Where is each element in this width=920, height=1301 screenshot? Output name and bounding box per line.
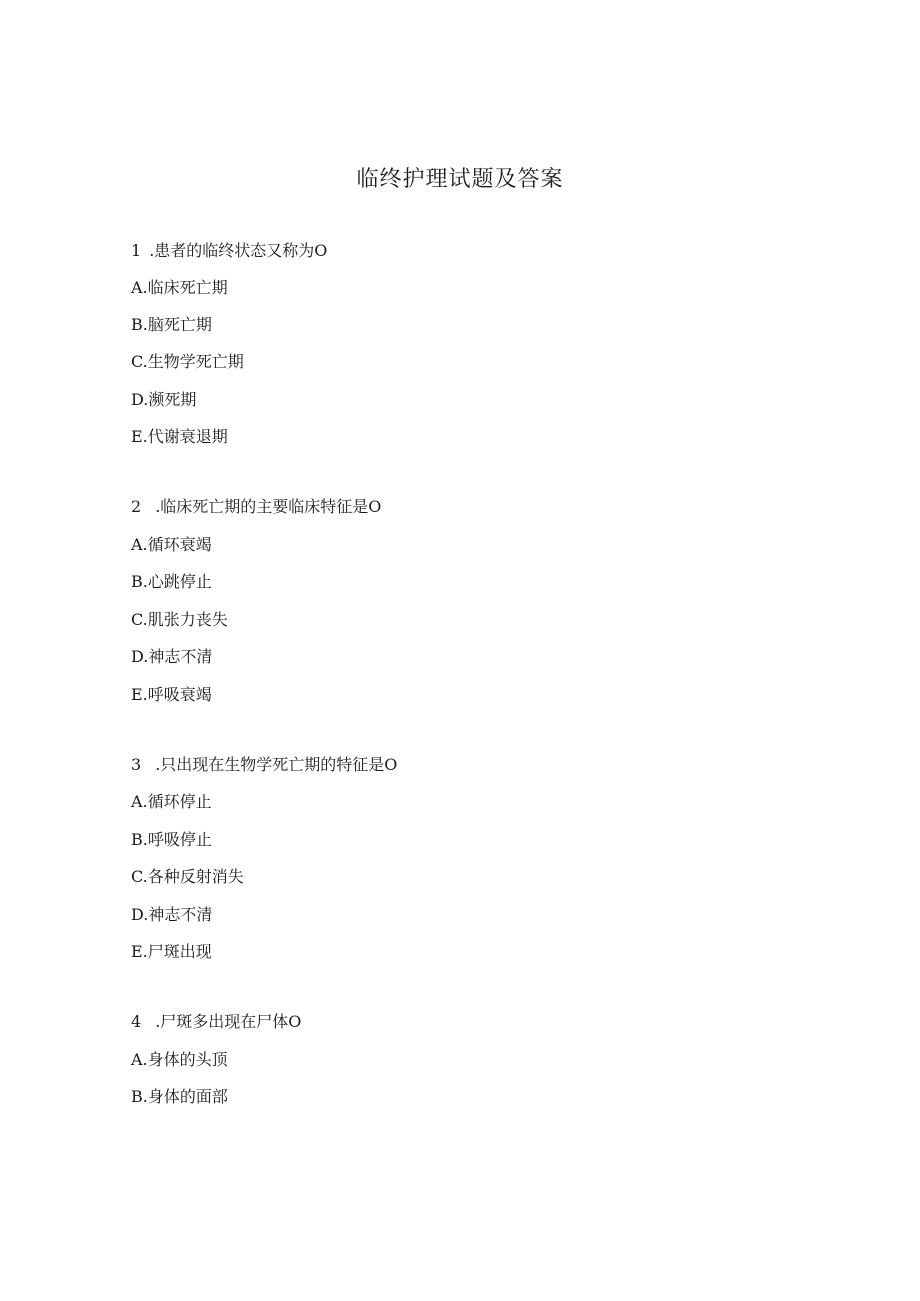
question-2-option-a: A.循环衰竭 xyxy=(131,535,212,554)
question-text: .只出现在生物学死亡期的特征是O xyxy=(155,755,398,774)
question-1 xyxy=(131,240,327,262)
question-1-option-d: D.濒死期 xyxy=(131,390,197,409)
question-1-option-e: E.代谢衰退期 xyxy=(131,427,228,446)
question-4 xyxy=(131,1011,301,1033)
question-2-option-e: E.呼吸衰竭 xyxy=(131,685,212,704)
question-2-option-d: D.神志不清 xyxy=(131,647,213,666)
question-3-option-c: C.各种反射消失 xyxy=(131,867,244,886)
question-text: .患者的临终状态又称为O xyxy=(149,241,328,260)
question-1-option-a: A.临床死亡期 xyxy=(131,278,228,297)
question-text: .临床死亡期的主要临床特征是O xyxy=(155,497,382,516)
question-number: 4 xyxy=(131,1012,142,1031)
question-3 xyxy=(131,754,397,776)
question-text: .尸斑多出现在尸体O xyxy=(155,1012,302,1031)
question-2-option-b: B.心跳停止 xyxy=(131,572,212,591)
question-3-option-a: A.循环停止 xyxy=(131,792,212,811)
question-3-option-e: E.尸斑出现 xyxy=(131,942,212,961)
question-number: 1 xyxy=(131,241,142,260)
document-title: 临终护理试题及答案 xyxy=(356,167,564,192)
question-2 xyxy=(131,496,381,518)
question-3-option-b: B.呼吸停止 xyxy=(131,830,212,849)
question-3-option-d: D.神志不清 xyxy=(131,905,213,924)
question-number: 3 xyxy=(131,755,142,774)
question-2-option-c: C.肌张力丧失 xyxy=(131,610,228,629)
question-4-option-b: B.身体的面部 xyxy=(131,1087,228,1106)
question-4-option-a: A.身体的头顶 xyxy=(131,1050,228,1069)
question-number: 2 xyxy=(131,497,142,516)
question-1-option-c: C.生物学死亡期 xyxy=(131,352,244,371)
question-1-option-b: B.脑死亡期 xyxy=(131,315,212,334)
